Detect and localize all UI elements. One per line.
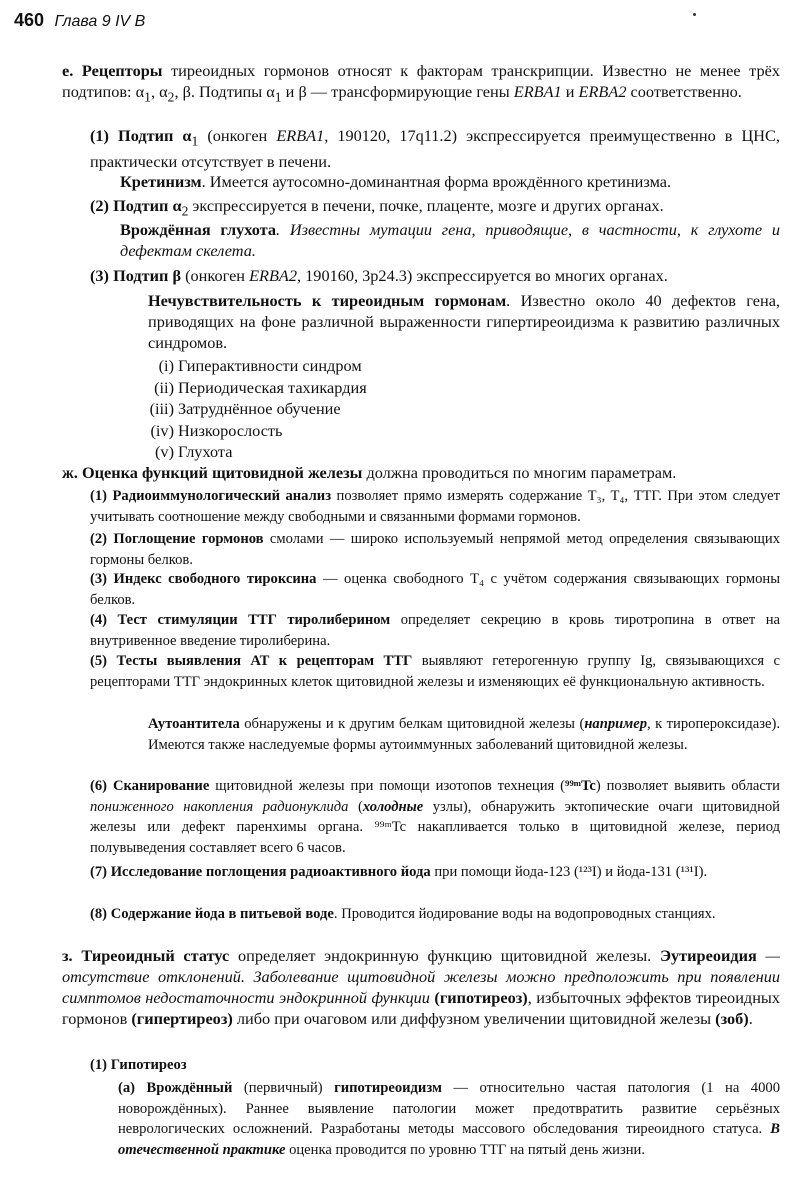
list-item (140, 420, 540, 442)
list-number: (iii) (149, 399, 174, 418)
text: смолами — широко используемый непрямой метод определения связывающих гормоны белков. (90, 531, 781, 568)
text: (первичный) (232, 1080, 335, 1096)
gene-name: ERBA1 (513, 82, 562, 101)
item-title: Индекс свободного тироксина (113, 571, 317, 587)
zh-item-3 (90, 569, 780, 610)
item-title: Врождённый (146, 1080, 233, 1096)
note-title: Аутоантитела (148, 716, 240, 732)
stray-dot (693, 13, 696, 16)
text: экспрессируется в печени, почке, плаценте, мозге и других органах. (188, 196, 664, 215)
page-number: 460 (14, 10, 45, 30)
term: гипотиреоидизм (334, 1080, 442, 1096)
list-number: (iv) (150, 420, 174, 440)
item-title: Подтип α (113, 196, 182, 215)
zh-item-8 (90, 904, 780, 925)
zh-item-1 (90, 486, 780, 527)
zh-item-6 (90, 776, 780, 858)
subscript: 1 (191, 133, 199, 149)
subscript: 2 (181, 203, 189, 219)
italic-text: например (584, 716, 648, 732)
z-item-1a (118, 1078, 780, 1160)
text: . Известны мутации гена, приводящие, в частности, к глухоте и дефектам скелета. (120, 220, 780, 260)
section-zh-letter: ж. (62, 463, 78, 482)
gene-name: ERBA2 (578, 82, 627, 101)
text: тиреоидных гормонов относят к факторам транскрипции. Известно не менее трёх подтипов: α (62, 61, 781, 101)
e-item-3-note (148, 290, 780, 353)
text: соответственно. (626, 82, 742, 101)
term: (зоб) (715, 1009, 749, 1028)
zh-item-4 (90, 610, 780, 651)
list-text: Глухота (178, 442, 233, 461)
list-item (140, 441, 540, 463)
isotope: ⁹⁹ᵐTc (565, 778, 596, 794)
text: — относительно частая патология (1 на 4000 новорождённых). Раннее выявление патологии может предотвратить развитие серьёзных неврологических осложнений. Разработаны методы массового обследования тиреоидного статуса. (118, 1080, 780, 1137)
text: ) позволяет выявить области (595, 778, 780, 794)
item-number: (1) (90, 1057, 108, 1073)
term: (гипотиреоз) (434, 988, 528, 1007)
z-item-1 (90, 1055, 780, 1076)
item-number: (1) (90, 126, 109, 145)
list-item (140, 398, 540, 420)
item-number: (4) (90, 612, 108, 628)
text: . (748, 1009, 753, 1028)
text: — отсутствие отклонений. Заболевание щитовидной железы можно предположить при появлении симптомов недостаточности эндокринной функции (62, 946, 780, 1007)
item-number: (a) (118, 1080, 136, 1096)
running-header (14, 10, 145, 31)
item-title: Исследование поглощения радиоактивного йода (110, 864, 431, 880)
italic-text: пониженного накопления радионуклида (90, 798, 349, 815)
item-number: (1) (90, 488, 108, 504)
list-number: (v) (155, 442, 174, 461)
zh-item-7 (90, 862, 780, 883)
text: определяет эндокринную функцию щитовидной железы. (229, 946, 660, 965)
text: , α (150, 82, 168, 101)
item-number: (2) (90, 531, 108, 547)
item-number: (3) (90, 571, 108, 587)
gene-name: ERBA2 (249, 266, 298, 285)
text: должна проводиться по многим параметрам. (362, 463, 677, 482)
item-title: Содержание йода в питьевой воде (110, 906, 334, 922)
list-text: Гиперактивности синдром (178, 356, 362, 375)
section-z-intro (62, 945, 780, 1029)
section-z-title: Тиреоидный статус (81, 946, 230, 965)
item-number: (2) (90, 196, 109, 215)
italic-text: холодные (362, 798, 424, 815)
section-e-intro (62, 60, 780, 107)
text: . Имеется аутосомно-доминантная форма врождённого кретинизма. (201, 172, 672, 191)
e-item-2 (90, 195, 780, 221)
section-z-letter: з. (62, 946, 73, 965)
text: узлы), обнаружить эктопические очаги щитовидной железы или дефект паренхимы органа. ⁹⁹ᵐTc накапливается только в щитовидной железе, период полувыведения составляет всего 6 часов. (90, 798, 780, 856)
item-title: Сканирование (112, 778, 210, 794)
e-item-1-note (120, 171, 780, 192)
note-title: Нечувствительность к тиреоидным гормонам (148, 291, 507, 310)
text: (онкоген (198, 126, 277, 145)
text: ( (348, 798, 363, 815)
section-e-letter: е. (62, 61, 74, 80)
gene-name: ERBA1 (276, 126, 325, 145)
text: , к тиропероксидазе). Имеются также наследуемые формы аутоиммунных заболеваний щитовидной железы. (148, 716, 780, 753)
zh-item-5-note (148, 714, 780, 755)
text: , β. Подтипы α (174, 82, 275, 101)
section-e-title: Рецепторы (81, 61, 163, 80)
item-number: (6) (90, 778, 108, 794)
section-zh-title: Оценка функций щитовидной железы (81, 463, 363, 482)
text: оценка проводится по уровню ТТГ на пятый день жизни. (285, 1141, 646, 1158)
text: , 190160, 3p24.3) экспрессируется во многих органах. (297, 266, 668, 285)
text: либо при очаговом или диффузном увеличении щитовидной железы (232, 1009, 716, 1028)
item-title: Тесты выявления АТ к рецепторам ТТГ (116, 653, 413, 669)
text: определяет секрецию в кровь тиротропина в ответ на внутривенное введение тиролиберина. (90, 612, 780, 649)
text: и (561, 82, 579, 101)
item-title: Подтип α (118, 126, 192, 145)
item-number: (7) (90, 864, 108, 880)
item-title: Тест стимуляции ТТГ тиролиберином (117, 612, 391, 628)
e-item-2-note (120, 219, 780, 261)
term: (гипертиреоз) (131, 1009, 233, 1028)
list-item (140, 355, 540, 377)
section-zh-intro (62, 462, 780, 483)
item-number: (8) (90, 906, 108, 922)
item-title: Радиоиммунологический анализ (112, 488, 332, 504)
text: при помощи йода-123 (¹²³I) и йода-131 (¹³¹I). (430, 864, 708, 880)
note-title: Врождённая глухота (120, 220, 277, 239)
item-title: Гипотиреоз (110, 1057, 187, 1073)
subscript: 1 (144, 89, 151, 105)
text: . Известно около 40 дефектов гена, приводящих на фоне различной выраженности гипертиреоидизма к развитию различных синдромов. (148, 291, 780, 352)
text: — оценка свободного T₄ с учётом содержания связывающих гормоны белков. (90, 571, 780, 608)
text: , 190120, 17q11.2) экспрессируется преимущественно в ЦНС, практически отсутствует в печени. (90, 126, 780, 172)
text: . Проводится йодирование воды на водопроводных станциях. (333, 906, 716, 922)
text: и β — трансформирующие гены (281, 82, 514, 101)
subscript: 1 (274, 89, 282, 105)
syndrome-list (140, 355, 540, 463)
zh-item-5 (90, 651, 780, 692)
text: обнаружены и к другим белкам щитовидной железы ( (239, 716, 585, 732)
list-number: (i) (158, 356, 174, 375)
list-text: Затруднённое обучение (178, 399, 341, 418)
chapter-label: Глава 9 IV B (54, 13, 146, 30)
term: Эутиреоидия (659, 946, 757, 965)
text: щитовидной железы при помощи изотопов технеция ( (209, 778, 566, 794)
e-item-1 (90, 125, 780, 172)
italic-text: В отечественной практике (118, 1121, 780, 1158)
item-number: (5) (90, 653, 108, 669)
list-text: Периодическая тахикардия (178, 377, 367, 397)
e-item-3 (90, 265, 780, 286)
item-title: Подтип β (113, 266, 182, 285)
text: позволяет прямо измерять содержание T₃, T₄, ТТГ. При этом следует учитывать соотношение между свободными и связанными формами гормонов. (90, 488, 781, 525)
list-text: Низкорослость (178, 420, 283, 440)
item-number: (3) (90, 266, 109, 285)
zh-item-2 (90, 529, 780, 570)
text: выявляют гетерогенную группу Ig, связывающихся с рецепторами ТТГ эндокринных клеток щитовидной железы и изменяющих её функциональную активность. (90, 653, 780, 690)
list-item (140, 377, 540, 399)
note-title: Кретинизм (120, 172, 202, 191)
text: (онкоген (181, 266, 250, 285)
list-number: (ii) (154, 377, 174, 397)
subscript: 2 (167, 89, 175, 105)
text: , избыточных эффектов тиреоидных гормонов (62, 988, 780, 1028)
item-title: Поглощение гормонов (113, 531, 264, 547)
